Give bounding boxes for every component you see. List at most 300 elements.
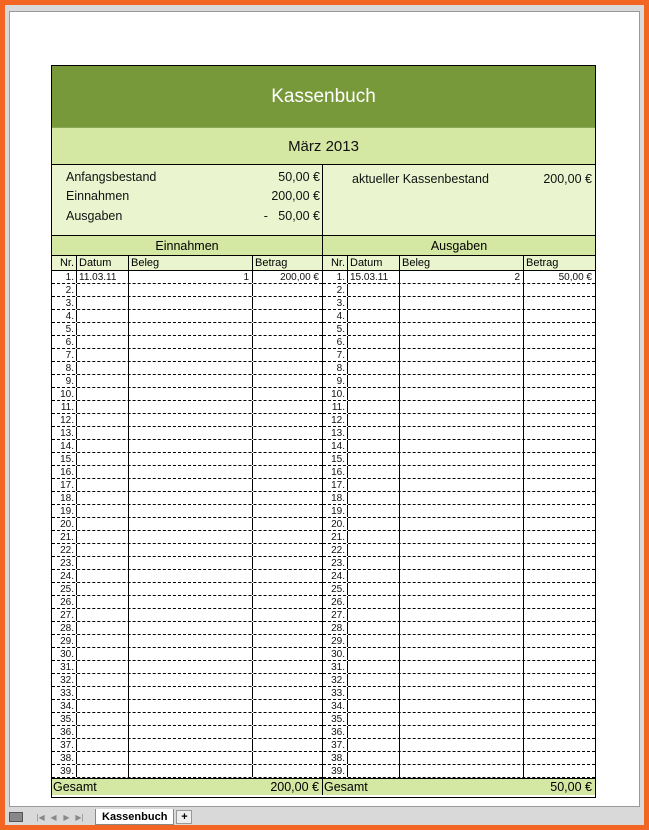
expense-cell-betrag[interactable]	[524, 713, 595, 725]
income-cell-nr[interactable]: 7.	[52, 349, 77, 361]
expense-cell-nr[interactable]: 25.	[323, 583, 348, 595]
income-cell-beleg[interactable]	[129, 661, 253, 673]
income-cell-betrag[interactable]: 200,00 €	[280, 271, 319, 283]
income-cell-betrag[interactable]	[253, 414, 322, 426]
income-cell-datum[interactable]	[77, 453, 129, 465]
expense-cell-nr[interactable]: 4.	[323, 310, 348, 322]
expense-cell-betrag[interactable]	[524, 726, 595, 738]
income-cell-betrag[interactable]	[253, 648, 322, 660]
income-cell-nr[interactable]: 39.	[52, 765, 77, 777]
income-cell-beleg[interactable]	[129, 687, 253, 699]
add-sheet-button[interactable]: +	[176, 810, 192, 824]
income-cell-betrag[interactable]	[253, 609, 322, 621]
expense-cell-betrag[interactable]	[524, 622, 595, 634]
income-cell-datum[interactable]	[77, 635, 129, 647]
expense-cell-nr[interactable]: 26.	[323, 596, 348, 608]
expense-cell-datum[interactable]	[348, 635, 400, 647]
expense-cell-nr[interactable]: 23.	[323, 557, 348, 569]
expense-cell-datum[interactable]	[348, 375, 400, 387]
income-cell-datum[interactable]	[77, 739, 129, 751]
expense-cell-datum[interactable]	[348, 284, 400, 296]
income-cell-betrag[interactable]	[253, 635, 322, 647]
expense-cell-datum[interactable]	[348, 739, 400, 751]
income-cell-datum[interactable]	[77, 531, 129, 543]
expense-cell-betrag[interactable]	[524, 505, 595, 517]
income-cell-beleg[interactable]	[129, 297, 253, 309]
expense-cell-betrag[interactable]	[524, 375, 595, 387]
expense-cell-betrag[interactable]	[524, 596, 595, 608]
expense-cell-beleg[interactable]: 2	[400, 271, 524, 283]
expense-cell-datum[interactable]	[348, 362, 400, 374]
income-cell-datum[interactable]	[77, 752, 129, 764]
income-cell-beleg[interactable]	[129, 765, 253, 777]
expense-cell-betrag[interactable]	[524, 544, 595, 556]
income-cell-nr[interactable]: 25.	[52, 583, 77, 595]
income-cell-betrag[interactable]	[253, 440, 322, 452]
income-cell-beleg[interactable]	[129, 362, 253, 374]
income-cell-betrag[interactable]	[253, 596, 322, 608]
income-cell-beleg[interactable]	[129, 726, 253, 738]
income-cell-betrag[interactable]	[253, 700, 322, 712]
expense-cell-betrag[interactable]	[524, 440, 595, 452]
income-cell-nr[interactable]: 1.	[52, 271, 77, 283]
income-cell-betrag[interactable]	[253, 401, 322, 413]
expense-cell-beleg[interactable]	[400, 622, 524, 634]
income-cell-nr[interactable]: 14.	[52, 440, 77, 452]
expense-cell-nr[interactable]: 7.	[323, 349, 348, 361]
expense-cell-datum[interactable]	[348, 687, 400, 699]
expense-cell-betrag[interactable]	[524, 466, 595, 478]
expense-cell-datum[interactable]	[348, 466, 400, 478]
income-cell-datum[interactable]	[77, 557, 129, 569]
expense-cell-nr[interactable]: 31.	[323, 661, 348, 673]
expense-cell-datum[interactable]: 15.03.11	[348, 271, 400, 283]
expense-cell-betrag[interactable]	[524, 349, 595, 361]
expense-cell-datum[interactable]	[348, 453, 400, 465]
income-cell-betrag[interactable]	[253, 583, 322, 595]
expense-cell-datum[interactable]	[348, 557, 400, 569]
expense-cell-nr[interactable]: 21.	[323, 531, 348, 543]
income-cell-betrag[interactable]	[253, 479, 322, 491]
income-cell-datum[interactable]	[77, 518, 129, 530]
income-cell-beleg[interactable]	[129, 466, 253, 478]
expense-cell-betrag[interactable]	[524, 557, 595, 569]
expense-cell-nr[interactable]: 16.	[323, 466, 348, 478]
income-cell-datum[interactable]	[77, 648, 129, 660]
expense-cell-beleg[interactable]	[400, 388, 524, 400]
income-cell-datum[interactable]	[77, 375, 129, 387]
income-cell-beleg[interactable]	[129, 648, 253, 660]
last-sheet-icon[interactable]: ▶|	[75, 812, 84, 822]
income-cell-beleg[interactable]	[129, 596, 253, 608]
income-cell-beleg[interactable]	[129, 375, 253, 387]
income-cell-nr[interactable]: 18.	[52, 492, 77, 504]
income-cell-beleg[interactable]	[129, 453, 253, 465]
income-cell-nr[interactable]: 28.	[52, 622, 77, 634]
tab-kassenbuch[interactable]: Kassenbuch	[95, 809, 174, 825]
expense-cell-nr[interactable]: 20.	[323, 518, 348, 530]
expense-cell-beleg[interactable]	[400, 739, 524, 751]
expense-cell-betrag[interactable]	[524, 453, 595, 465]
income-cell-nr[interactable]: 12.	[52, 414, 77, 426]
first-sheet-icon[interactable]: |◀	[36, 812, 45, 822]
expense-cell-nr[interactable]: 6.	[323, 336, 348, 348]
expense-cell-betrag[interactable]: 50,00 €	[558, 271, 592, 283]
expense-cell-beleg[interactable]	[400, 297, 524, 309]
income-cell-beleg[interactable]	[129, 739, 253, 751]
income-cell-betrag[interactable]	[253, 765, 322, 777]
income-cell-nr[interactable]: 17.	[52, 479, 77, 491]
income-cell-betrag[interactable]	[253, 323, 322, 335]
expense-cell-beleg[interactable]	[400, 427, 524, 439]
expense-cell-nr[interactable]: 34.	[323, 700, 348, 712]
income-cell-datum[interactable]	[77, 609, 129, 621]
expense-cell-datum[interactable]	[348, 726, 400, 738]
expense-cell-datum[interactable]	[348, 661, 400, 673]
income-cell-datum[interactable]	[77, 479, 129, 491]
income-cell-beleg[interactable]	[129, 401, 253, 413]
income-cell-nr[interactable]: 34.	[52, 700, 77, 712]
income-cell-nr[interactable]: 21.	[52, 531, 77, 543]
expense-cell-betrag[interactable]	[524, 674, 595, 686]
income-cell-beleg[interactable]	[129, 583, 253, 595]
expense-cell-nr[interactable]: 14.	[323, 440, 348, 452]
income-cell-datum[interactable]	[77, 622, 129, 634]
expense-cell-betrag[interactable]	[524, 648, 595, 660]
expense-cell-datum[interactable]	[348, 349, 400, 361]
expense-cell-nr[interactable]: 38.	[323, 752, 348, 764]
expense-cell-datum[interactable]	[348, 310, 400, 322]
expense-cell-beleg[interactable]	[400, 336, 524, 348]
income-cell-datum[interactable]	[77, 492, 129, 504]
expense-cell-nr[interactable]: 18.	[323, 492, 348, 504]
income-cell-beleg[interactable]	[129, 479, 253, 491]
income-cell-nr[interactable]: 24.	[52, 570, 77, 582]
income-cell-nr[interactable]: 11.	[52, 401, 77, 413]
income-cell-datum[interactable]	[77, 765, 129, 777]
income-cell-betrag[interactable]	[253, 336, 322, 348]
expense-cell-betrag[interactable]	[524, 401, 595, 413]
expense-cell-nr[interactable]: 3.	[323, 297, 348, 309]
income-cell-beleg[interactable]	[129, 505, 253, 517]
income-cell-datum[interactable]	[77, 284, 129, 296]
income-cell-datum[interactable]	[77, 388, 129, 400]
income-cell-datum[interactable]	[77, 674, 129, 686]
expense-cell-beleg[interactable]	[400, 648, 524, 660]
income-cell-datum[interactable]	[77, 362, 129, 374]
income-cell-nr[interactable]: 33.	[52, 687, 77, 699]
next-sheet-icon[interactable]: ▶	[63, 812, 70, 822]
expense-cell-datum[interactable]	[348, 531, 400, 543]
income-cell-betrag[interactable]	[253, 661, 322, 673]
expense-cell-betrag[interactable]	[524, 687, 595, 699]
income-cell-datum[interactable]	[77, 596, 129, 608]
income-cell-datum[interactable]	[77, 661, 129, 673]
expense-cell-nr[interactable]: 30.	[323, 648, 348, 660]
expense-cell-beleg[interactable]	[400, 544, 524, 556]
income-cell-nr[interactable]: 31.	[52, 661, 77, 673]
income-cell-beleg[interactable]	[129, 284, 253, 296]
expense-cell-datum[interactable]	[348, 583, 400, 595]
expense-cell-betrag[interactable]	[524, 388, 595, 400]
income-cell-beleg[interactable]	[129, 310, 253, 322]
income-cell-nr[interactable]: 10.	[52, 388, 77, 400]
expense-cell-betrag[interactable]	[524, 739, 595, 751]
expense-cell-betrag[interactable]	[524, 570, 595, 582]
income-cell-nr[interactable]: 20.	[52, 518, 77, 530]
income-cell-betrag[interactable]	[253, 362, 322, 374]
expense-cell-beleg[interactable]	[400, 492, 524, 504]
income-cell-betrag[interactable]	[253, 284, 322, 296]
expense-cell-nr[interactable]: 24.	[323, 570, 348, 582]
expense-cell-beleg[interactable]	[400, 440, 524, 452]
expense-cell-betrag[interactable]	[524, 765, 595, 777]
prev-sheet-icon[interactable]: ◀	[50, 812, 57, 822]
expense-cell-beleg[interactable]	[400, 752, 524, 764]
expense-cell-datum[interactable]	[348, 700, 400, 712]
expense-cell-datum[interactable]	[348, 518, 400, 530]
income-cell-nr[interactable]: 5.	[52, 323, 77, 335]
income-cell-nr[interactable]: 6.	[52, 336, 77, 348]
expense-cell-beleg[interactable]	[400, 323, 524, 335]
expense-cell-beleg[interactable]	[400, 349, 524, 361]
income-cell-nr[interactable]: 26.	[52, 596, 77, 608]
income-cell-betrag[interactable]	[253, 544, 322, 556]
expense-cell-beleg[interactable]	[400, 375, 524, 387]
income-cell-datum[interactable]	[77, 726, 129, 738]
income-cell-beleg[interactable]	[129, 635, 253, 647]
expense-cell-betrag[interactable]	[524, 752, 595, 764]
expense-cell-datum[interactable]	[348, 336, 400, 348]
income-cell-nr[interactable]: 15.	[52, 453, 77, 465]
expense-cell-betrag[interactable]	[524, 531, 595, 543]
expense-cell-datum[interactable]	[348, 297, 400, 309]
income-cell-nr[interactable]: 37.	[52, 739, 77, 751]
income-cell-nr[interactable]: 30.	[52, 648, 77, 660]
expense-cell-beleg[interactable]	[400, 635, 524, 647]
income-cell-beleg[interactable]	[129, 518, 253, 530]
income-cell-datum[interactable]	[77, 414, 129, 426]
income-cell-nr[interactable]: 19.	[52, 505, 77, 517]
income-cell-datum[interactable]	[77, 713, 129, 725]
income-cell-datum[interactable]	[77, 570, 129, 582]
income-cell-betrag[interactable]	[253, 557, 322, 569]
expense-cell-beleg[interactable]	[400, 479, 524, 491]
expense-cell-nr[interactable]: 39.	[323, 765, 348, 777]
income-cell-datum[interactable]	[77, 583, 129, 595]
expense-cell-beleg[interactable]	[400, 505, 524, 517]
income-cell-nr[interactable]: 3.	[52, 297, 77, 309]
expense-cell-beleg[interactable]	[400, 284, 524, 296]
expense-cell-nr[interactable]: 1.	[323, 271, 348, 283]
expense-cell-nr[interactable]: 36.	[323, 726, 348, 738]
income-cell-beleg[interactable]	[129, 622, 253, 634]
income-cell-datum[interactable]	[77, 349, 129, 361]
income-cell-betrag[interactable]	[253, 674, 322, 686]
income-cell-betrag[interactable]	[253, 453, 322, 465]
income-cell-beleg[interactable]	[129, 349, 253, 361]
expense-cell-betrag[interactable]	[524, 492, 595, 504]
income-cell-betrag[interactable]	[253, 427, 322, 439]
expense-cell-beleg[interactable]	[400, 583, 524, 595]
expense-cell-nr[interactable]: 27.	[323, 609, 348, 621]
income-cell-beleg[interactable]	[129, 713, 253, 725]
income-cell-betrag[interactable]	[253, 297, 322, 309]
income-cell-nr[interactable]: 32.	[52, 674, 77, 686]
expense-cell-betrag[interactable]	[524, 323, 595, 335]
expense-cell-datum[interactable]	[348, 570, 400, 582]
expense-cell-datum[interactable]	[348, 752, 400, 764]
income-cell-beleg[interactable]	[129, 388, 253, 400]
expense-cell-nr[interactable]: 11.	[323, 401, 348, 413]
sheet-view-icon[interactable]	[9, 812, 23, 822]
income-cell-nr[interactable]: 16.	[52, 466, 77, 478]
expense-cell-nr[interactable]: 12.	[323, 414, 348, 426]
income-cell-beleg[interactable]	[129, 570, 253, 582]
expense-cell-betrag[interactable]	[524, 310, 595, 322]
income-cell-betrag[interactable]	[253, 349, 322, 361]
income-cell-betrag[interactable]	[253, 739, 322, 751]
income-cell-nr[interactable]: 13.	[52, 427, 77, 439]
expense-cell-betrag[interactable]	[524, 583, 595, 595]
expense-cell-datum[interactable]	[348, 323, 400, 335]
expense-cell-beleg[interactable]	[400, 570, 524, 582]
income-cell-datum[interactable]	[77, 700, 129, 712]
income-cell-betrag[interactable]	[253, 466, 322, 478]
expense-cell-beleg[interactable]	[400, 414, 524, 426]
income-cell-beleg[interactable]	[129, 544, 253, 556]
expense-cell-betrag[interactable]	[524, 284, 595, 296]
income-cell-nr[interactable]: 27.	[52, 609, 77, 621]
expense-cell-nr[interactable]: 29.	[323, 635, 348, 647]
expense-cell-nr[interactable]: 9.	[323, 375, 348, 387]
income-cell-betrag[interactable]	[253, 388, 322, 400]
income-cell-nr[interactable]: 8.	[52, 362, 77, 374]
expense-cell-datum[interactable]	[348, 596, 400, 608]
income-cell-beleg[interactable]	[129, 609, 253, 621]
expense-cell-betrag[interactable]	[524, 297, 595, 309]
income-cell-betrag[interactable]	[253, 726, 322, 738]
expense-cell-datum[interactable]	[348, 388, 400, 400]
income-cell-nr[interactable]: 2.	[52, 284, 77, 296]
expense-cell-datum[interactable]	[348, 609, 400, 621]
income-cell-beleg[interactable]	[129, 557, 253, 569]
expense-cell-datum[interactable]	[348, 648, 400, 660]
expense-cell-betrag[interactable]	[524, 661, 595, 673]
income-cell-nr[interactable]: 4.	[52, 310, 77, 322]
income-cell-datum[interactable]	[77, 310, 129, 322]
expense-cell-beleg[interactable]	[400, 310, 524, 322]
expense-cell-betrag[interactable]	[524, 700, 595, 712]
expense-cell-beleg[interactable]	[400, 661, 524, 673]
income-cell-beleg[interactable]	[129, 336, 253, 348]
income-cell-datum[interactable]	[77, 336, 129, 348]
expense-cell-nr[interactable]: 13.	[323, 427, 348, 439]
expense-cell-nr[interactable]: 15.	[323, 453, 348, 465]
expense-cell-beleg[interactable]	[400, 687, 524, 699]
expense-cell-datum[interactable]	[348, 401, 400, 413]
expense-cell-datum[interactable]	[348, 427, 400, 439]
expense-cell-beleg[interactable]	[400, 726, 524, 738]
expense-cell-beleg[interactable]	[400, 609, 524, 621]
income-cell-beleg[interactable]: 1	[129, 271, 253, 283]
income-cell-nr[interactable]: 22.	[52, 544, 77, 556]
expense-cell-betrag[interactable]	[524, 362, 595, 374]
expense-cell-betrag[interactable]	[524, 479, 595, 491]
expense-cell-betrag[interactable]	[524, 427, 595, 439]
expense-cell-nr[interactable]: 32.	[323, 674, 348, 686]
income-cell-beleg[interactable]	[129, 427, 253, 439]
income-cell-betrag[interactable]	[253, 687, 322, 699]
expense-cell-datum[interactable]	[348, 492, 400, 504]
expense-cell-nr[interactable]: 19.	[323, 505, 348, 517]
income-cell-beleg[interactable]	[129, 323, 253, 335]
expense-cell-beleg[interactable]	[400, 674, 524, 686]
income-cell-datum[interactable]	[77, 297, 129, 309]
income-cell-datum[interactable]: 11.03.11	[77, 271, 129, 283]
expense-cell-nr[interactable]: 2.	[323, 284, 348, 296]
income-cell-betrag[interactable]	[253, 752, 322, 764]
expense-cell-beleg[interactable]	[400, 453, 524, 465]
expense-cell-betrag[interactable]	[524, 635, 595, 647]
income-cell-betrag[interactable]	[253, 505, 322, 517]
expense-cell-datum[interactable]	[348, 505, 400, 517]
expense-cell-nr[interactable]: 5.	[323, 323, 348, 335]
income-cell-betrag[interactable]	[253, 518, 322, 530]
income-cell-beleg[interactable]	[129, 531, 253, 543]
expense-cell-betrag[interactable]	[524, 518, 595, 530]
expense-cell-nr[interactable]: 37.	[323, 739, 348, 751]
expense-cell-beleg[interactable]	[400, 401, 524, 413]
expense-cell-betrag[interactable]	[524, 609, 595, 621]
income-cell-nr[interactable]: 9.	[52, 375, 77, 387]
income-cell-betrag[interactable]	[253, 492, 322, 504]
expense-cell-datum[interactable]	[348, 479, 400, 491]
expense-cell-nr[interactable]: 28.	[323, 622, 348, 634]
income-cell-nr[interactable]: 36.	[52, 726, 77, 738]
expense-cell-nr[interactable]: 22.	[323, 544, 348, 556]
income-cell-datum[interactable]	[77, 323, 129, 335]
expense-cell-datum[interactable]	[348, 765, 400, 777]
income-cell-beleg[interactable]	[129, 440, 253, 452]
expense-cell-datum[interactable]	[348, 622, 400, 634]
income-cell-beleg[interactable]	[129, 492, 253, 504]
expense-cell-beleg[interactable]	[400, 466, 524, 478]
income-cell-nr[interactable]: 29.	[52, 635, 77, 647]
expense-cell-beleg[interactable]	[400, 531, 524, 543]
income-cell-betrag[interactable]	[253, 713, 322, 725]
income-cell-beleg[interactable]	[129, 414, 253, 426]
income-cell-beleg[interactable]	[129, 752, 253, 764]
expense-cell-beleg[interactable]	[400, 713, 524, 725]
expense-cell-nr[interactable]: 33.	[323, 687, 348, 699]
expense-cell-beleg[interactable]	[400, 765, 524, 777]
income-cell-datum[interactable]	[77, 505, 129, 517]
income-cell-nr[interactable]: 38.	[52, 752, 77, 764]
expense-cell-datum[interactable]	[348, 440, 400, 452]
income-cell-beleg[interactable]	[129, 674, 253, 686]
income-cell-betrag[interactable]	[253, 375, 322, 387]
expense-cell-nr[interactable]: 10.	[323, 388, 348, 400]
expense-cell-betrag[interactable]	[524, 336, 595, 348]
expense-cell-beleg[interactable]	[400, 518, 524, 530]
expense-cell-datum[interactable]	[348, 674, 400, 686]
income-cell-betrag[interactable]	[253, 310, 322, 322]
income-cell-betrag[interactable]	[253, 531, 322, 543]
income-cell-datum[interactable]	[77, 544, 129, 556]
income-cell-betrag[interactable]	[253, 622, 322, 634]
expense-cell-nr[interactable]: 17.	[323, 479, 348, 491]
